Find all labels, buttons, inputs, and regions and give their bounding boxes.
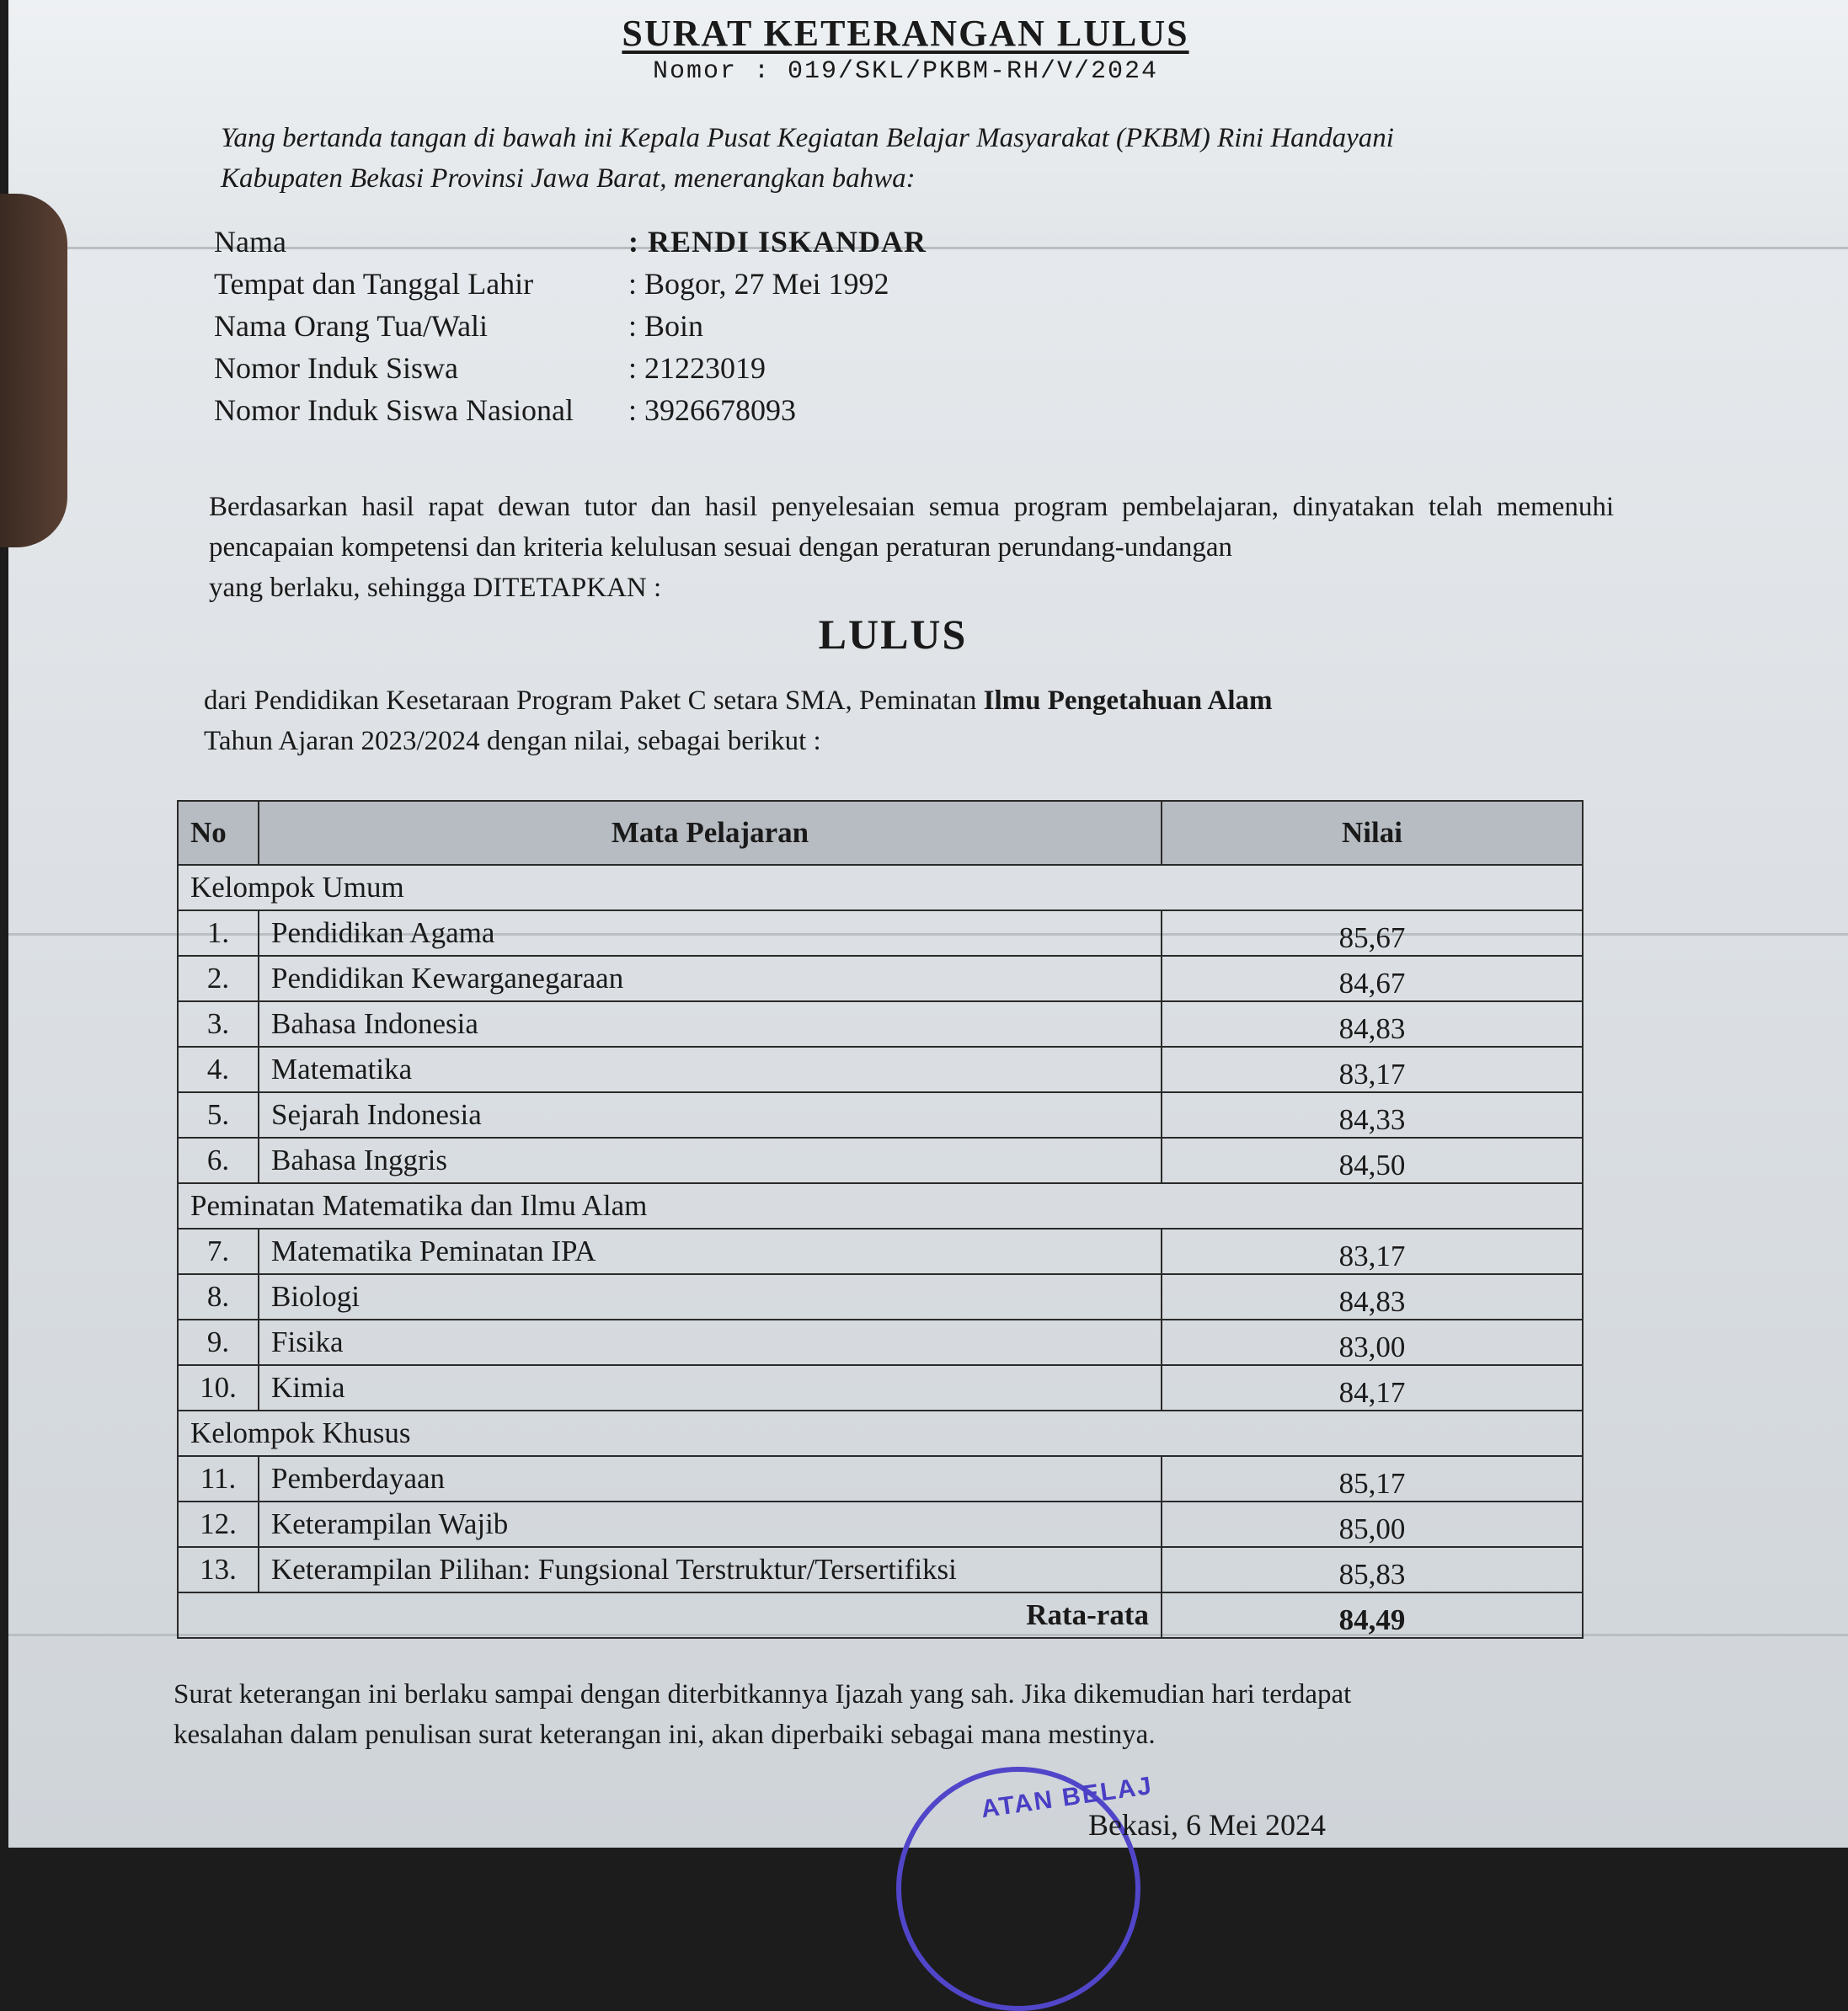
identity-row — [214, 305, 1309, 347]
average-label: Rata-rata — [178, 1592, 1162, 1638]
basis-paragraph — [209, 487, 1614, 608]
table-row — [178, 1365, 1583, 1411]
row-number: 5. — [178, 1092, 259, 1138]
identity-value: : RENDI ISKANDAR — [628, 225, 927, 259]
table-group-row — [178, 1411, 1583, 1456]
identity-label: Nomor Induk Siswa — [214, 351, 458, 385]
table-row — [178, 1547, 1583, 1592]
table-row — [178, 1229, 1583, 1274]
row-number: 9. — [178, 1320, 259, 1365]
table-row — [178, 1138, 1583, 1183]
row-subject: Sejarah Indonesia — [259, 1092, 1162, 1138]
table-group-row — [178, 1183, 1583, 1229]
identity-row — [214, 347, 1309, 389]
row-number: 2. — [178, 956, 259, 1001]
program-paragraph — [204, 680, 1600, 761]
table-row — [178, 1047, 1583, 1092]
identity-value: : Bogor, 27 Mei 1992 — [628, 267, 889, 301]
row-number: 3. — [178, 1001, 259, 1047]
table-row — [178, 1320, 1583, 1365]
row-number: 4. — [178, 1047, 259, 1092]
identity-block — [214, 221, 1309, 431]
row-subject: Pemberdayaan — [259, 1456, 1162, 1502]
row-score: 85,17 — [1162, 1456, 1583, 1502]
table-row — [178, 1502, 1583, 1547]
row-subject: Bahasa Inggris — [259, 1138, 1162, 1183]
table-row — [178, 1001, 1583, 1047]
table-row — [178, 1092, 1583, 1138]
identity-row — [214, 221, 1309, 263]
intro-line-1: Yang bertanda tangan di bawah ini Kepala Pusat Kegiatan Belajar Masyarakat (PKBM) Rini Handayani — [221, 123, 1394, 153]
average-value: 84,49 — [1162, 1592, 1583, 1638]
table-row — [178, 956, 1583, 1001]
row-number: 8. — [178, 1274, 259, 1320]
group-name: Peminatan Matematika dan Ilmu Alam — [178, 1183, 1583, 1229]
header-score: Nilai — [1162, 801, 1583, 865]
identity-label: Tempat dan Tanggal Lahir — [214, 267, 534, 301]
row-score: 84,67 — [1162, 956, 1583, 1001]
intro-line-2: Kabupaten Bekasi Provinsi Jawa Barat, menerangkan bahwa: — [221, 163, 916, 194]
row-subject: Bahasa Indonesia — [259, 1001, 1162, 1047]
average-row — [178, 1592, 1583, 1638]
document-title-wrap — [0, 12, 1811, 55]
row-subject: Biologi — [259, 1274, 1162, 1320]
identity-label: Nama Orang Tua/Wali — [214, 309, 489, 343]
row-number: 7. — [178, 1229, 259, 1274]
row-score: 83,17 — [1162, 1047, 1583, 1092]
group-name: Kelompok Khusus — [178, 1411, 1583, 1456]
row-number: 11. — [178, 1456, 259, 1502]
row-score: 85,00 — [1162, 1502, 1583, 1547]
group-name: Kelompok Umum — [178, 865, 1583, 910]
row-score: 85,83 — [1162, 1547, 1583, 1592]
intro-paragraph — [221, 118, 1619, 199]
row-score: 83,17 — [1162, 1229, 1583, 1274]
identity-row — [214, 263, 1309, 305]
row-subject: Matematika — [259, 1047, 1162, 1092]
row-subject: Keterampilan Wajib — [259, 1502, 1162, 1547]
program-text: dari Pendidikan Kesetaraan Program Paket C setara SMA, Peminatan — [204, 685, 977, 716]
row-subject: Fisika — [259, 1320, 1162, 1365]
row-subject: Pendidikan Agama — [259, 910, 1162, 956]
identity-value: : Boin — [628, 309, 704, 343]
identity-value: : 21223019 — [628, 351, 766, 385]
closing-paragraph — [174, 1674, 1580, 1755]
identity-label: Nama — [214, 225, 286, 259]
row-subject: Kimia — [259, 1365, 1162, 1411]
grades-table — [177, 800, 1584, 1639]
closing-text: Surat keterangan ini berlaku sampai dengan diterbitkannya Ijazah yang sah. Jika dikemudian hari terdapat — [174, 1679, 1352, 1710]
header-no: No — [178, 801, 259, 865]
header-subject: Mata Pelajaran — [259, 801, 1162, 865]
row-number: 13. — [178, 1547, 259, 1592]
closing-last-line: kesalahan dalam penulisan surat keterangan ini, akan diperbaiki sebagai mana mestinya. — [174, 1720, 1156, 1750]
identity-row — [214, 389, 1309, 431]
row-score: 84,83 — [1162, 1001, 1583, 1047]
basis-last-line: yang berlaku, sehingga DITETAPKAN : — [209, 573, 662, 603]
identity-value: : 3926678093 — [628, 393, 797, 427]
table-header-row — [178, 801, 1583, 865]
row-subject: Matematika Peminatan IPA — [259, 1229, 1162, 1274]
row-number: 1. — [178, 910, 259, 956]
row-score: 84,33 — [1162, 1092, 1583, 1138]
row-score: 84,17 — [1162, 1365, 1583, 1411]
document-number: Nomor : 019/SKL/PKBM-RH/V/2024 — [652, 57, 1159, 86]
row-score: 85,67 — [1162, 910, 1583, 956]
table-row — [178, 1274, 1583, 1320]
table-row — [178, 1456, 1583, 1502]
document-title: SURAT KETERANGAN LULUS — [622, 13, 1189, 54]
row-score: 84,50 — [1162, 1138, 1583, 1183]
grades-body — [178, 865, 1583, 1592]
table-row — [178, 910, 1583, 956]
row-number: 10. — [178, 1365, 259, 1411]
row-subject: Pendidikan Kewarganegaraan — [259, 956, 1162, 1001]
row-subject: Keterampilan Pilihan: Fungsional Terstruktur/Tersertifiksi — [259, 1547, 1162, 1592]
place-date: Bekasi, 6 Mei 2024 — [1088, 1808, 1326, 1842]
row-number: 6. — [178, 1138, 259, 1183]
identity-label: Nomor Induk Siswa Nasional — [214, 393, 574, 427]
result-heading: LULUS — [818, 611, 968, 658]
basis-text: Berdasarkan hasil rapat dewan tutor dan hasil penyelesaian semua program pembelajaran, dinyatakan telah memenuhi pencapaian kompetensi dan kriteria kelulusan sesuai dengan peraturan perundang-undangan — [209, 492, 1614, 563]
row-number: 12. — [178, 1502, 259, 1547]
program-last-line: Tahun Ajaran 2023/2024 dengan nilai, sebagai berikut : — [204, 726, 821, 756]
table-group-row — [178, 865, 1583, 910]
stamp-text: ATAN BELAJ — [979, 1771, 1155, 1824]
row-score: 84,83 — [1162, 1274, 1583, 1320]
row-score: 83,00 — [1162, 1320, 1583, 1365]
holding-finger — [0, 194, 67, 547]
program-specialization: Ilmu Pengetahuan Alam — [983, 685, 1273, 716]
